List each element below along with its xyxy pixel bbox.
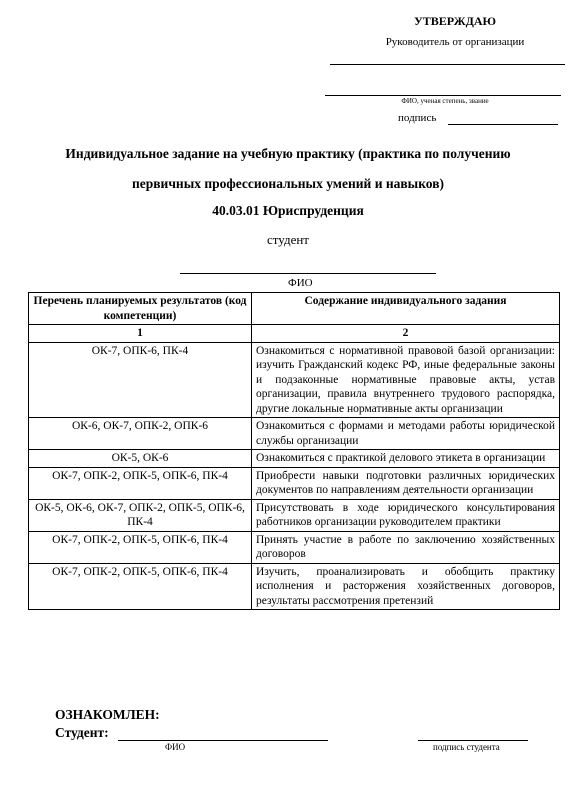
approval-caption: ФИО, ученая степень, звание bbox=[401, 97, 489, 105]
footer-student-label: Студент: bbox=[55, 725, 109, 740]
competency-cell: ОК-7, ОПК-2, ОПК-5, ОПК-6, ПК-4 bbox=[29, 531, 252, 563]
footer-name-line bbox=[118, 740, 328, 741]
task-cell: Ознакомиться с формами и методами работы юридической службы организации bbox=[252, 418, 560, 450]
table-row bbox=[29, 467, 560, 499]
column-number: 2 bbox=[252, 325, 560, 343]
acknowledged-label: ОЗНАКОМЛЕН: bbox=[55, 707, 160, 722]
header-competencies: Перечень планируемых результатов (код компетенции) bbox=[29, 293, 252, 325]
competency-cell: ОК-7, ОПК-2, ОПК-5, ОПК-6, ПК-4 bbox=[29, 467, 252, 499]
approval-credentials-line bbox=[325, 95, 561, 96]
document-title-line2: первичных профессиональных умений и навыков) bbox=[131, 176, 445, 191]
document-title-line1: Индивидуальное задание на учебную практику (практика по получению bbox=[65, 146, 511, 161]
footer-fio-label: ФИО bbox=[165, 742, 186, 752]
footer-signature-label: подпись студента bbox=[433, 742, 500, 752]
task-cell: Изучить, проанализировать и обобщить практику исполнения и расторжения хозяйственных договоров, результаты рассмотрения претензий bbox=[252, 563, 560, 610]
tasks-table bbox=[28, 292, 560, 610]
task-cell: Приобрести навыки подготовки различных юридических документов по направлениям деятельности организации bbox=[252, 467, 560, 499]
program-code: 40.03.01 Юриспруденция bbox=[212, 203, 364, 218]
footer-signature-line bbox=[418, 740, 528, 741]
table-row bbox=[29, 499, 560, 531]
table-row bbox=[29, 342, 560, 418]
competency-cell: ОК-7, ОПК-2, ОПК-5, ОПК-6, ПК-4 bbox=[29, 563, 252, 610]
approval-role: Руководитель от организации bbox=[385, 36, 525, 48]
student-label: студент bbox=[267, 232, 309, 247]
task-cell: Присутствовать в ходе юридического консультирования работников организации руководителем практики bbox=[252, 499, 560, 531]
student-name-line bbox=[180, 273, 436, 274]
approval-signature-line bbox=[448, 124, 558, 125]
table-row bbox=[29, 450, 560, 468]
header-task-content: Содержание индивидуального задания bbox=[252, 293, 560, 325]
competency-cell: ОК-5, ОК-6, ОК-7, ОПК-2, ОПК-5, ОПК-6, ПК-4 bbox=[29, 499, 252, 531]
competency-cell: ОК-5, ОК-6 bbox=[29, 450, 252, 468]
column-number-row bbox=[29, 325, 560, 343]
student-fio-label: ФИО bbox=[288, 277, 313, 289]
approval-signature-label: подпись bbox=[398, 112, 437, 124]
approval-name-line bbox=[330, 64, 565, 65]
table-header-row bbox=[29, 293, 560, 325]
competency-cell: ОК-6, ОК-7, ОПК-2, ОПК-6 bbox=[29, 418, 252, 450]
task-cell: Ознакомиться с практикой делового этикета в организации bbox=[252, 450, 560, 468]
competency-cell: ОК-7, ОПК-6, ПК-4 bbox=[29, 342, 252, 418]
task-cell: Принять участие в работе по заключению хозяйственных договоров bbox=[252, 531, 560, 563]
approval-heading: УТВЕРЖДАЮ bbox=[413, 14, 497, 28]
table-row bbox=[29, 563, 560, 610]
table-row bbox=[29, 531, 560, 563]
task-cell: Ознакомиться с нормативной правовой базой организации: изучить Гражданский кодекс РФ, иные федеральные законы и подзаконные нормативные правовые акты, устав организации, правила внутреннего трудового распорядка, другие локальные нормативные акты организации bbox=[252, 342, 560, 418]
table-row bbox=[29, 418, 560, 450]
column-number: 1 bbox=[29, 325, 252, 343]
